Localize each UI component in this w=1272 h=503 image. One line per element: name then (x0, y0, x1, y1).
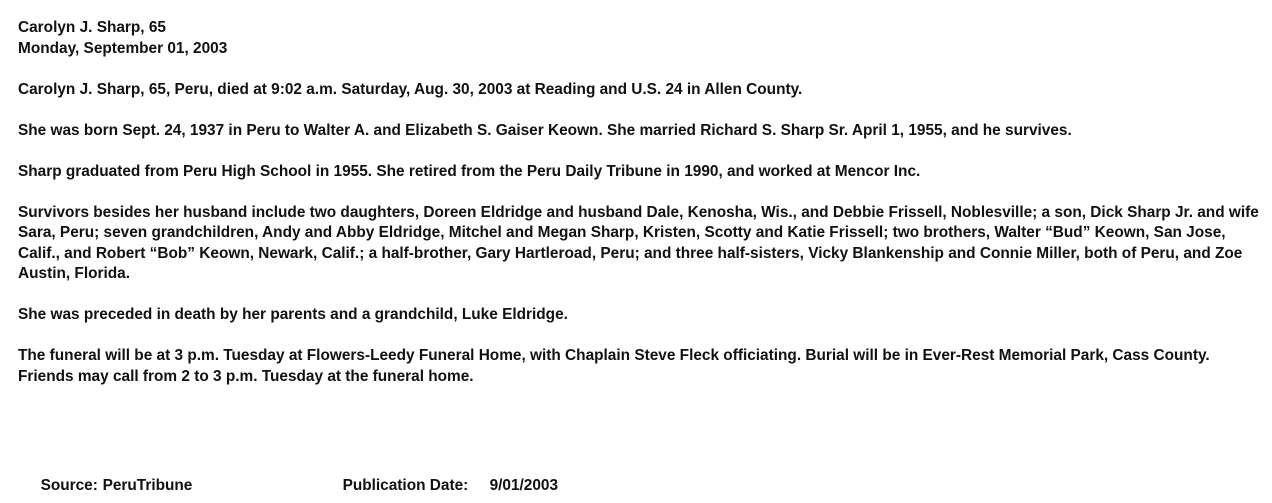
publication-date-label: Publication Date: (342, 477, 469, 494)
paragraph-preceded: She was preceded in death by her parents and a grandchild, Luke Eldridge. (18, 306, 568, 323)
obituary-date: Monday, September 01, 2003 (18, 39, 228, 57)
obituary-document (18, 18, 1263, 387)
paragraph-death-notice: Carolyn J. Sharp, 65, Peru, died at 9:02 a.m. Saturday, Aug. 30, 2003 at Reading and U.S. 24 in Allen County. (18, 80, 803, 98)
obituary-title: Carolyn J. Sharp, 65 (18, 19, 166, 36)
source-label: Source: (40, 477, 98, 494)
paragraph-funeral: The funeral will be at 3 p.m. Tuesday at Flowers-Leedy Funeral Home, with Chaplain Steve Fleck officiating. Burial will be in Ever-Rest Memorial Park, Cass County. Friends may call from 2 to 3 p.m. Tuesday at the funeral home. (18, 347, 1210, 385)
source-value: PeruTribune (102, 477, 193, 494)
paragraph-survivors: Survivors besides her husband include two daughters, Doreen Eldridge and husband Dale, Kenosha, Wis., and Debbie Frissell, Noblesville; a son, Dick Sharp Jr. and wife Sara, Peru; seven grandchildren, Andy and Abby Eldridge, Mitchel and Megan Sharp, Kristen, Scotty and Katie Frissell; two brothers, Walter “Bud” Keown, San Jose, Calif., and Robert “Bob” Keown, Newark, Calif.; a half-brother, Gary Hartleroad, Peru; and three half-sisters, Vicky Blankenship and Connie Miller, both of Peru, and Zoe Austin, Florida. (18, 203, 1259, 282)
publication-date-value: 9/01/2003 (489, 477, 559, 494)
paragraph-career: Sharp graduated from Peru High School in 1955. She retired from the Peru Daily Tribune in 1990, and worked at Mencor Inc. (18, 162, 921, 180)
paragraph-birth-marriage: She was born Sept. 24, 1937 in Peru to Walter A. and Elizabeth S. Gaiser Keown. She married Richard S. Sharp Sr. April 1, 1955, and he survives. (18, 121, 1072, 139)
source-footer (32, 456, 732, 494)
